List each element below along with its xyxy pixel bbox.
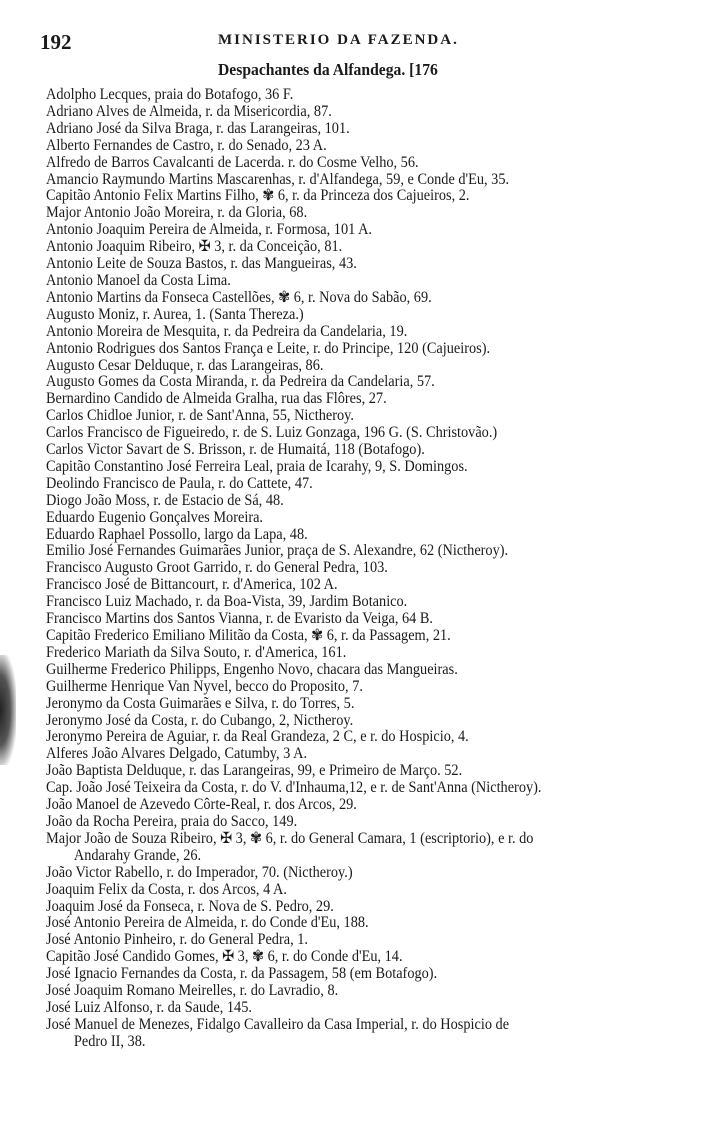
list-item <box>46 594 678 611</box>
entry-text: Antonio Rodrigues dos Santos França e Leite, r. do Principe, 120 (Cajueiros). <box>46 339 491 357</box>
entry-text: Francisco José de Bittancourt, r. d'America, 102 A. <box>46 576 338 594</box>
entry-text: Carlos Victor Savart de S. Brisson, r. de Humaitá, 118 (Botafogo). <box>46 441 425 459</box>
list-item <box>46 188 678 205</box>
entry-continuation: Andarahy Grande, 26. <box>73 846 202 864</box>
entry-text: Antonio Manoel da Costa Lima. <box>46 271 231 289</box>
list-item <box>46 797 678 814</box>
list-item <box>46 476 678 493</box>
list-item <box>46 560 678 577</box>
list-item <box>46 915 678 932</box>
list-item <box>46 882 678 899</box>
entry-text: Major Antonio João Moreira, r. da Gloria, 68. <box>46 204 308 222</box>
list-item <box>46 1000 678 1017</box>
list-item <box>46 1017 678 1051</box>
entry-text: Cap. João José Teixeira da Costa, r. do V. d'Inhauma,12, e r. de Sant'Anna (Nictheroy). <box>46 779 542 797</box>
entry-text: Bernardino Candido de Almeida Gralha, rua das Flôres, 27. <box>46 390 387 408</box>
entry-text: Major João de Souza Ribeiro, ✠ 3, ✾ 6, r. do General Camara, 1 (escriptorio), e r. do <box>46 829 534 847</box>
list-item <box>46 239 678 256</box>
list-item <box>46 966 678 983</box>
list-item <box>46 222 678 239</box>
entry-text: Amancio Raymundo Martins Mascarenhas, r. d'Alfandega, 59, e Conde d'Eu, 35. <box>46 170 510 188</box>
list-item <box>46 949 678 966</box>
entry-text: Augusto Gomes da Costa Miranda, r. da Pedreira da Candelaria, 57. <box>46 373 435 391</box>
list-item <box>46 831 678 865</box>
entry-text: Antonio Joaquim Ribeiro, ✠ 3, r. da Conceição, 81. <box>46 238 343 256</box>
list-item <box>46 205 678 222</box>
list-item <box>46 341 678 358</box>
entry-list <box>46 87 714 1051</box>
list-item <box>46 780 678 797</box>
entry-text: Francisco Martins dos Santos Vianna, r. de Evaristo da Veiga, 64 B. <box>46 610 434 628</box>
entry-text: Jeronymo da Costa Guimarães e Silva, r. do Torres, 5. <box>46 694 355 712</box>
list-item <box>46 172 678 189</box>
entry-text: Augusto Moniz, r. Aurea, 1. (Santa Thereza.) <box>46 305 304 323</box>
entry-text: Deolindo Francisco de Paula, r. do Cattete, 47. <box>46 474 313 492</box>
list-item <box>46 459 678 476</box>
entry-continuation: Pedro II, 38. <box>73 1032 146 1050</box>
list-item <box>46 324 678 341</box>
list-item <box>46 358 678 375</box>
list-item <box>46 645 678 662</box>
list-item <box>46 662 678 679</box>
entry-text: Guilherme Henrique Van Nyvel, becco do Proposito, 7. <box>46 677 363 695</box>
list-item <box>46 527 678 544</box>
entry-text: José Antonio Pereira de Almeida, r. do Conde d'Eu, 188. <box>46 914 369 932</box>
running-head: MINISTERIO DA FAZENDA. <box>218 32 459 48</box>
entry-text: João Baptista Delduque, r. das Larangeiras, 99, e Primeiro de Março. 52. <box>46 762 463 780</box>
entry-text: Capitão José Candido Gomes, ✠ 3, ✾ 6, r. do Conde d'Eu, 14. <box>46 948 403 966</box>
entry-text: Joaquim José da Fonseca, r. Nova de S. Pedro, 29. <box>46 897 334 915</box>
entry-text: João da Rocha Pereira, praia do Sacco, 149. <box>46 812 298 830</box>
list-item <box>46 611 678 628</box>
entry-text: José Antonio Pinheiro, r. do General Pedra, 1. <box>46 931 308 949</box>
list-item <box>46 290 678 307</box>
entry-text: Augusto Cesar Delduque, r. das Larangeiras, 86. <box>46 356 324 374</box>
entry-text: Guilherme Frederico Philipps, Engenho Novo, chacara das Mangueiras. <box>46 660 458 678</box>
entry-text: Emilio José Fernandes Guimarães Junior, praça de S. Alexandre, 62 (Nictheroy). <box>46 542 509 560</box>
list-item <box>46 729 678 746</box>
section-title: Despachantes da Alfandega. [176 <box>218 60 438 79</box>
entry-text: Adolpho Lecques, praia do Botafogo, 36 F. <box>46 86 294 103</box>
entry-text: Frederico Mariath da Silva Souto, r. d'America, 161. <box>46 643 347 661</box>
entry-text: Francisco Augusto Groot Garrido, r. do General Pedra, 103. <box>46 559 388 577</box>
list-item <box>46 307 678 324</box>
list-item <box>46 273 678 290</box>
list-item <box>46 814 678 831</box>
list-item <box>46 628 678 645</box>
page-number: 192 <box>40 30 72 54</box>
entry-text: Antonio Leite de Souza Bastos, r. das Mangueiras, 43. <box>46 255 357 273</box>
entry-text: Jeronymo José da Costa, r. do Cubango, 2, Nictheroy. <box>46 711 354 729</box>
entry-text: Diogo João Moss, r. de Estacio de Sá, 48. <box>46 491 284 509</box>
entry-text: Capitão Constantino José Ferreira Leal, praia de Icarahy, 9, S. Domingos. <box>46 457 468 475</box>
entry-text: Alfredo de Barros Cavalcanti de Lacerda. r. do Cosme Velho, 56. <box>46 153 419 171</box>
list-item <box>46 87 678 104</box>
list-item <box>46 493 678 510</box>
entry-text: Capitão Antonio Felix Martins Filho, ✾ 6, r. da Princeza dos Cajueiros, 2. <box>46 187 470 205</box>
list-item <box>46 543 678 560</box>
entry-text: Carlos Francisco de Figueiredo, r. de S. Luiz Gonzaga, 196 G. (S. Christovão.) <box>46 424 498 442</box>
entry-text: José Ignacio Fernandes da Costa, r. da Passagem, 58 (em Botafogo). <box>46 965 438 983</box>
list-item <box>46 577 678 594</box>
list-item <box>46 932 678 949</box>
entry-text: Capitão Frederico Emiliano Militão da Costa, ✾ 6, r. da Passagem, 21. <box>46 627 451 644</box>
list-item <box>46 442 678 459</box>
entry-text: João Victor Rabello, r. do Imperador, 70. (Nictheroy.) <box>46 863 353 881</box>
entry-text: Antonio Martins da Fonseca Castellões, ✾ 6, r. Nova do Sabão, 69. <box>46 288 432 306</box>
list-item <box>46 121 678 138</box>
entry-text: Joaquim Felix da Costa, r. dos Arcos, 4 A. <box>46 880 287 898</box>
entry-text: João Manoel de Azevedo Côrte-Real, r. dos Arcos, 29. <box>46 796 357 814</box>
list-item <box>46 696 678 713</box>
entry-text: Carlos Chidloe Junior, r. de Sant'Anna, 55, Nictheroy. <box>46 407 354 425</box>
entry-text: Alferes João Alvares Delgado, Catumby, 3 A. <box>46 745 308 763</box>
entry-text: Antonio Joaquim Pereira de Almeida, r. Formosa, 101 A. <box>46 221 372 239</box>
list-item <box>46 391 678 408</box>
list-item <box>46 374 678 391</box>
entry-text: Eduardo Raphael Possollo, largo da Lapa, 48. <box>46 525 308 543</box>
list-item <box>46 713 678 730</box>
entry-text: Antonio Moreira de Mesquita, r. da Pedreira da Candelaria, 19. <box>46 322 408 340</box>
list-item <box>46 899 678 916</box>
entry-text: Alberto Fernandes de Castro, r. do Senado, 23 A. <box>46 136 327 154</box>
binding-shadow <box>0 655 16 765</box>
entry-text: Adriano Alves de Almeida, r. da Misericordia, 87. <box>46 102 332 120</box>
entry-text: Adriano José da Silva Braga, r. das Larangeiras, 101. <box>46 119 350 137</box>
list-item <box>46 746 678 763</box>
list-item <box>46 510 678 527</box>
list-item <box>46 408 678 425</box>
list-item <box>46 679 678 696</box>
entry-text: José Luiz Alfonso, r. da Saude, 145. <box>46 998 252 1016</box>
list-item <box>46 983 678 1000</box>
entry-text: José Manuel de Menezes, Fidalgo Cavalleiro da Casa Imperial, r. do Hospicio de <box>46 1015 510 1033</box>
list-item <box>46 425 678 442</box>
list-item <box>46 104 678 121</box>
list-item <box>46 138 678 155</box>
entry-text: José Joaquim Romano Meirelles, r. do Lavradio, 8. <box>46 982 339 1000</box>
entry-text: Francisco Luiz Machado, r. da Boa-Vista, 39, Jardim Botanico. <box>46 593 408 611</box>
list-item <box>46 865 678 882</box>
list-item <box>46 763 678 780</box>
entry-text: Eduardo Eugenio Gonçalves Moreira. <box>46 508 264 526</box>
list-item <box>46 256 678 273</box>
list-item <box>46 155 678 172</box>
entry-text: Jeronymo Pereira de Aguiar, r. da Real Grandeza, 2 C, e r. do Hospicio, 4. <box>46 728 469 746</box>
